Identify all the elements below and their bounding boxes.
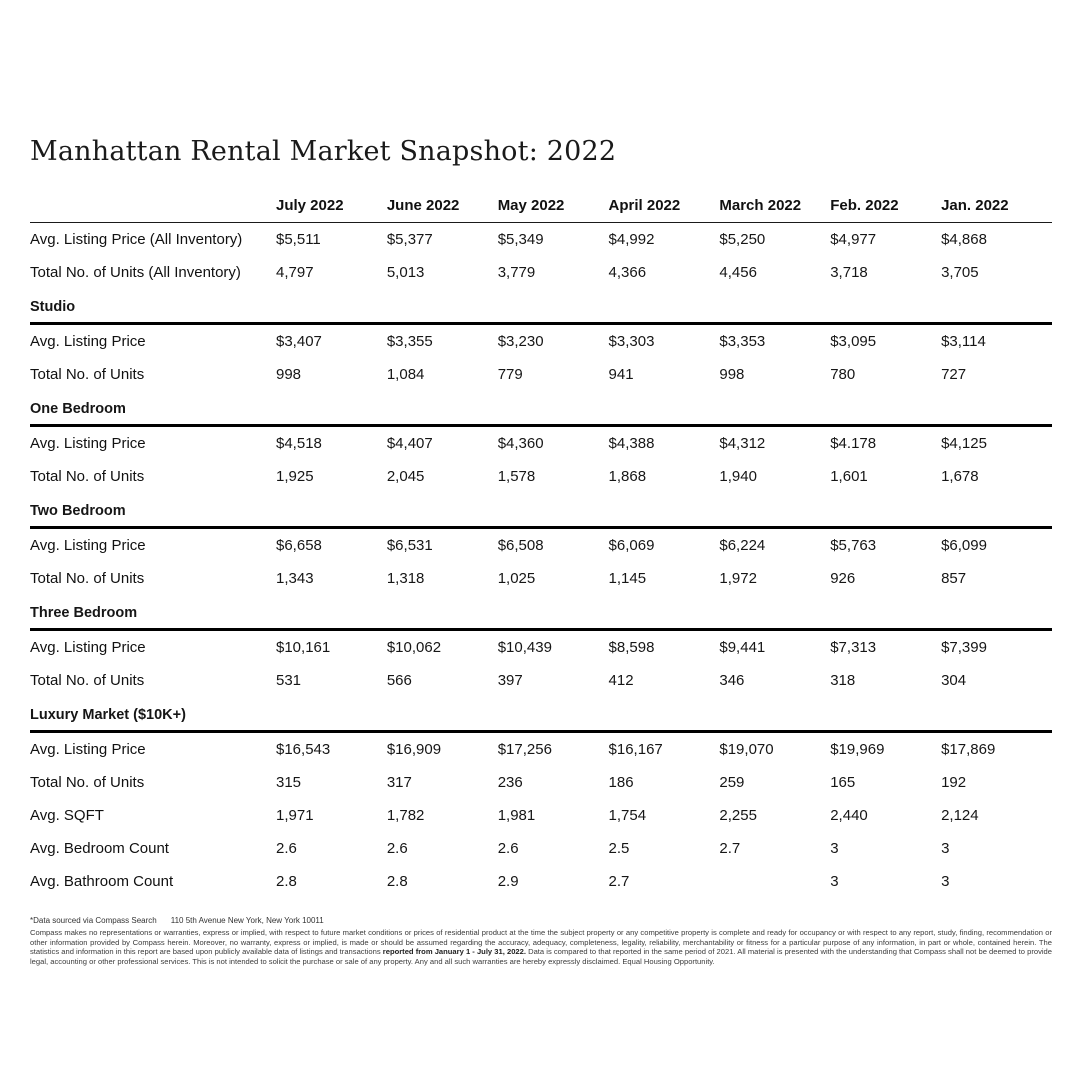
cell-value: 857 xyxy=(941,570,967,587)
cell-value: $16,909 xyxy=(386,741,442,758)
cell-value: 259 xyxy=(719,774,745,791)
cell-value: $10,161 xyxy=(276,639,331,656)
cell-value: 346 xyxy=(719,672,745,689)
data-source-text: *Data sourced via Compass Search xyxy=(30,916,157,925)
cell-value: $6,531 xyxy=(386,537,433,554)
cell-value: 2.9 xyxy=(497,873,519,890)
cell-value: 3 xyxy=(941,873,950,890)
cell-value: 1,754 xyxy=(608,807,647,824)
cell-value: $4,312 xyxy=(719,435,766,452)
table-row xyxy=(30,223,1052,257)
cell-value: $3,303 xyxy=(608,333,655,350)
cell-value: $8,598 xyxy=(608,639,655,656)
page-title: Manhattan Rental Market Snapshot: 2022 xyxy=(30,136,617,167)
cell-value: 779 xyxy=(497,366,523,383)
cell-value: 1,084 xyxy=(386,366,425,383)
column-header-row xyxy=(30,193,1052,223)
cell-value: 315 xyxy=(276,774,302,791)
cell-value: 1,981 xyxy=(497,807,536,824)
section-label: Three Bedroom xyxy=(30,595,1052,630)
section-label: Two Bedroom xyxy=(30,493,1052,528)
cell-value: 566 xyxy=(386,672,412,689)
cell-value: 2.6 xyxy=(497,840,519,857)
row-label: Avg. Bedroom Count xyxy=(30,840,169,857)
column-header: March 2022 xyxy=(719,193,830,223)
cell-value: $5,349 xyxy=(497,231,544,248)
cell-value: 186 xyxy=(608,774,634,791)
cell-value: 2,045 xyxy=(386,468,425,485)
cell-value: 1,601 xyxy=(830,468,868,485)
cell-value: 1,782 xyxy=(386,807,425,824)
disclaimer-text-bold: reported from January 1 - July 31, 2022. xyxy=(382,947,526,957)
cell-value: $10,439 xyxy=(497,639,552,656)
cell-value: $7,313 xyxy=(830,639,877,656)
cell-value: $4,388 xyxy=(608,435,655,452)
table-row xyxy=(30,256,1052,289)
row-label: Total No. of Units (All Inventory) xyxy=(30,264,241,281)
office-address: 110 5th Avenue New York, New York 10011 xyxy=(170,916,324,925)
cell-value: 397 xyxy=(497,672,523,689)
row-label-header xyxy=(30,193,276,223)
cell-value: 2.6 xyxy=(276,840,297,857)
row-label: Avg. Listing Price xyxy=(30,333,146,350)
data-source-line xyxy=(30,916,1052,925)
cell-value: $3,114 xyxy=(941,333,986,350)
cell-value: $6,224 xyxy=(719,537,766,554)
row-label: Avg. Listing Price xyxy=(30,639,146,656)
cell-value: $4,992 xyxy=(608,231,655,248)
cell-value: 531 xyxy=(276,672,302,689)
market-table xyxy=(30,193,1052,898)
cell-value: 1,972 xyxy=(719,570,757,587)
table-row xyxy=(30,528,1052,563)
cell-value: 1,925 xyxy=(276,468,314,485)
table-row xyxy=(30,865,1052,898)
cell-value: $6,508 xyxy=(497,537,544,554)
cell-value: 2,440 xyxy=(830,807,868,824)
cell-value: 5,013 xyxy=(386,264,425,281)
section-label: Luxury Market ($10K+) xyxy=(30,697,1052,732)
cell-value: 2,124 xyxy=(941,807,979,824)
cell-value: $5,511 xyxy=(276,231,321,248)
cell-value: 941 xyxy=(608,366,634,383)
cell-value: $5,763 xyxy=(830,537,877,554)
section-label: Studio xyxy=(30,289,1052,324)
cell-value: 236 xyxy=(497,774,523,791)
cell-value: $4.178 xyxy=(830,435,877,452)
column-header: June 2022 xyxy=(387,193,498,223)
table-row xyxy=(30,324,1052,359)
table-row xyxy=(30,460,1052,493)
cell-value: 4,456 xyxy=(719,264,757,281)
cell-value: $19,969 xyxy=(830,741,885,758)
cell-value: $19,070 xyxy=(719,741,774,758)
cell-value: 317 xyxy=(386,774,412,791)
cell-value: 3,779 xyxy=(497,264,536,281)
section-header-row xyxy=(30,289,1052,324)
row-label: Avg. Bathroom Count xyxy=(30,873,174,890)
cell-value: $6,099 xyxy=(941,537,987,554)
cell-value: $9,441 xyxy=(719,639,766,656)
disclaimer-text-pre: Compass makes no representations or warranties, express or implied, with respect to future market conditions or prices of residential product at the time the subject property or any competitive property is complete and ready for occupancy or with respect to any report, study, finding, recommendation or other information provided by Compass herein. Moreover, no warranty, express or implied, is made or should be assumed regarding the accuracy, adequacy, completeness, legality, reliability, merchantability or fitness for a particular purpose of any information, in part or whole, contained herein. The statistics and information in this report are based upon publicly available data of listings and transactions xyxy=(30,928,1052,957)
cell-value: $4,868 xyxy=(941,231,987,248)
column-header: Feb. 2022 xyxy=(830,193,941,223)
table-row xyxy=(30,766,1052,799)
cell-value: 165 xyxy=(830,774,856,791)
cell-value: 1,868 xyxy=(608,468,647,485)
row-label: Total No. of Units xyxy=(30,366,145,383)
cell-value: $3,407 xyxy=(276,333,322,350)
cell-value: $6,069 xyxy=(608,537,655,554)
cell-value: 1,578 xyxy=(497,468,536,485)
section-header-row xyxy=(30,493,1052,528)
row-label: Avg. Listing Price xyxy=(30,741,146,758)
cell-value: 2.5 xyxy=(608,840,630,857)
cell-value: $5,377 xyxy=(386,231,433,248)
row-label: Total No. of Units xyxy=(30,468,145,485)
column-header: July 2022 xyxy=(276,193,387,223)
table-row xyxy=(30,358,1052,391)
cell-value: $3,355 xyxy=(386,333,433,350)
cell-value: 304 xyxy=(941,672,967,689)
cell-value: 3,718 xyxy=(830,264,868,281)
table-row xyxy=(30,732,1052,767)
row-label: Total No. of Units xyxy=(30,570,145,587)
section-label: One Bedroom xyxy=(30,391,1052,426)
cell-value: 2.8 xyxy=(386,873,408,890)
report-content xyxy=(30,136,1052,966)
cell-value: 1,025 xyxy=(497,570,536,587)
cell-value: $7,399 xyxy=(941,639,987,656)
column-header: May 2022 xyxy=(498,193,609,223)
legal-disclaimer xyxy=(30,928,1052,966)
cell-value xyxy=(719,865,830,898)
cell-value: 4,366 xyxy=(608,264,647,281)
cell-value: 1,318 xyxy=(386,570,425,587)
cell-value: 1,940 xyxy=(719,468,757,485)
cell-value: $4,360 xyxy=(497,435,544,452)
table-row xyxy=(30,562,1052,595)
cell-value: 318 xyxy=(830,672,856,689)
cell-value: 780 xyxy=(830,366,856,383)
cell-value: 2.7 xyxy=(719,840,741,857)
section-header-row xyxy=(30,697,1052,732)
cell-value: 4,797 xyxy=(276,264,314,281)
section-header-row xyxy=(30,391,1052,426)
table-row xyxy=(30,799,1052,832)
cell-value: 3 xyxy=(941,840,950,857)
cell-value: 926 xyxy=(830,570,856,587)
table-row xyxy=(30,664,1052,697)
cell-value: 2.6 xyxy=(386,840,408,857)
cell-value: 3,705 xyxy=(941,264,979,281)
cell-value: 998 xyxy=(276,366,302,383)
column-header: April 2022 xyxy=(609,193,720,223)
cell-value: 998 xyxy=(719,366,745,383)
cell-value: $17,256 xyxy=(497,741,552,758)
cell-value: 1,343 xyxy=(276,570,314,587)
cell-value: 2.7 xyxy=(608,873,630,890)
cell-value: $3,230 xyxy=(497,333,544,350)
cell-value: $16,167 xyxy=(608,741,663,758)
disclaimer-text-post: Data is compared to that reported in the same period of 2021. All material is presented with the understanding that Compass shall not be deemed to provide legal, accounting or other professional services. This is not intended to solicit the purchase or sale of any property. Any and all such warranties are hereby expressly disclaimed. Equal Housing Opportunity. xyxy=(30,947,1052,966)
cell-value: 727 xyxy=(941,366,967,383)
table-row xyxy=(30,832,1052,865)
cell-value: $6,658 xyxy=(276,537,322,554)
cell-value: $4,125 xyxy=(941,435,987,452)
cell-value: $17,869 xyxy=(941,741,996,758)
row-label: Avg. Listing Price xyxy=(30,537,146,554)
cell-value: 1,971 xyxy=(276,807,314,824)
row-label: Avg. SQFT xyxy=(30,807,104,824)
cell-value: 3 xyxy=(830,840,839,857)
cell-value: 412 xyxy=(608,672,634,689)
row-label: Avg. Listing Price (All Inventory) xyxy=(30,231,243,248)
cell-value: $10,062 xyxy=(386,639,442,656)
table-row xyxy=(30,630,1052,665)
row-label: Total No. of Units xyxy=(30,774,145,791)
cell-value: $3,353 xyxy=(719,333,766,350)
cell-value: $4,407 xyxy=(386,435,433,452)
section-header-row xyxy=(30,595,1052,630)
cell-value: $5,250 xyxy=(719,231,766,248)
table-row xyxy=(30,426,1052,461)
cell-value: $4,518 xyxy=(276,435,322,452)
cell-value: 1,678 xyxy=(941,468,979,485)
footnotes xyxy=(30,916,1052,966)
cell-value: 2,255 xyxy=(719,807,757,824)
table-body xyxy=(30,223,1052,899)
cell-value: 2.8 xyxy=(276,873,297,890)
row-label: Total No. of Units xyxy=(30,672,145,689)
cell-value: $4,977 xyxy=(830,231,877,248)
cell-value: 1,145 xyxy=(608,570,647,587)
cell-value: $16,543 xyxy=(276,741,331,758)
cell-value: 3 xyxy=(830,873,839,890)
cell-value: $3,095 xyxy=(830,333,877,350)
cell-value: 192 xyxy=(941,774,967,791)
column-header: Jan. 2022 xyxy=(941,193,1052,223)
row-label: Avg. Listing Price xyxy=(30,435,146,452)
